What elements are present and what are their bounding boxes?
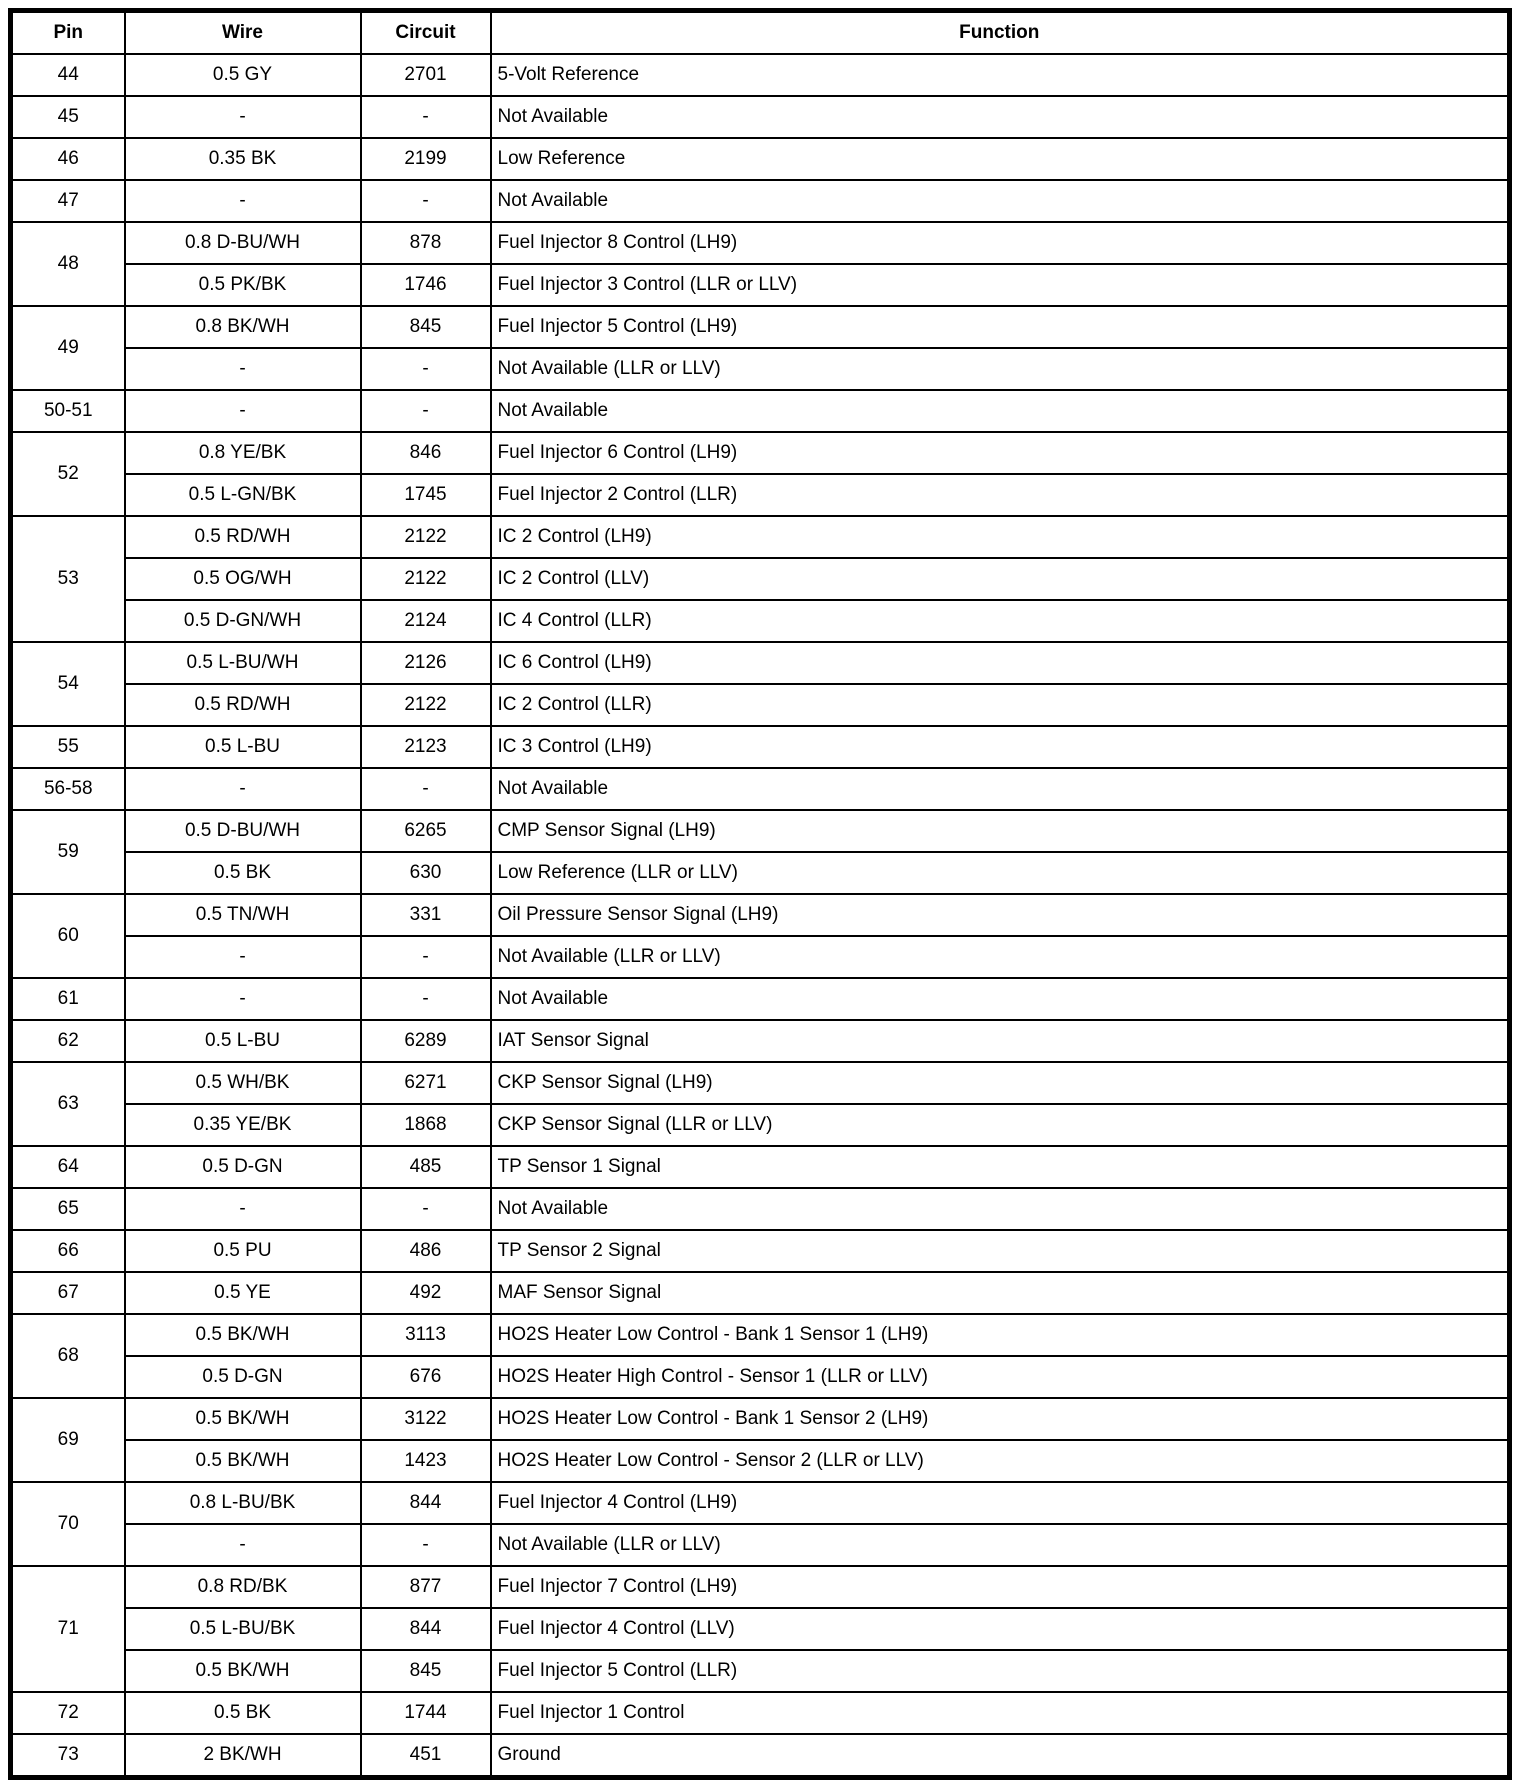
table-row xyxy=(11,1272,1510,1314)
wire-cell: 0.5 D-GN/WH xyxy=(125,600,361,642)
wire-cell: 0.5 BK/WH xyxy=(125,1314,361,1356)
wire-cell: 0.5 GY xyxy=(125,54,361,96)
table-row xyxy=(11,180,1510,222)
pin-cell: 63 xyxy=(11,1062,125,1146)
pin-cell: 44 xyxy=(11,54,125,96)
function-cell: Fuel Injector 5 Control (LH9) xyxy=(491,306,1510,348)
function-cell: HO2S Heater Low Control - Bank 1 Sensor 2 (LH9) xyxy=(491,1398,1510,1440)
function-cell: Fuel Injector 4 Control (LH9) xyxy=(491,1482,1510,1524)
pin-cell: 71 xyxy=(11,1566,125,1692)
function-cell: IC 3 Control (LH9) xyxy=(491,726,1510,768)
table-row xyxy=(11,1146,1510,1188)
pin-cell: 52 xyxy=(11,432,125,516)
circuit-cell: 2122 xyxy=(361,516,491,558)
circuit-cell: 878 xyxy=(361,222,491,264)
circuit-cell: 1868 xyxy=(361,1104,491,1146)
circuit-cell: 331 xyxy=(361,894,491,936)
function-cell: Ground xyxy=(491,1734,1510,1778)
circuit-cell: 6289 xyxy=(361,1020,491,1062)
wire-cell: 0.5 BK/WH xyxy=(125,1440,361,1482)
table-row xyxy=(11,852,1510,894)
function-cell: Not Available (LLR or LLV) xyxy=(491,348,1510,390)
pin-cell: 61 xyxy=(11,978,125,1020)
circuit-cell: - xyxy=(361,978,491,1020)
circuit-cell: 2701 xyxy=(361,54,491,96)
table-row xyxy=(11,810,1510,852)
table-row xyxy=(11,978,1510,1020)
column-header-function: Function xyxy=(491,11,1510,55)
table-header xyxy=(11,11,1510,55)
table-row xyxy=(11,1524,1510,1566)
circuit-cell: 630 xyxy=(361,852,491,894)
table-row xyxy=(11,1062,1510,1104)
table-row xyxy=(11,1188,1510,1230)
wire-cell: 0.5 OG/WH xyxy=(125,558,361,600)
table-row xyxy=(11,1566,1510,1608)
wire-cell: 0.5 PK/BK xyxy=(125,264,361,306)
table-row xyxy=(11,348,1510,390)
wire-cell: 0.8 D-BU/WH xyxy=(125,222,361,264)
wire-cell: 0.5 BK/WH xyxy=(125,1650,361,1692)
column-header-wire: Wire xyxy=(125,11,361,55)
wire-cell: 0.5 BK/WH xyxy=(125,1398,361,1440)
function-cell: Not Available xyxy=(491,768,1510,810)
function-cell: Fuel Injector 6 Control (LH9) xyxy=(491,432,1510,474)
circuit-cell: - xyxy=(361,390,491,432)
table-row xyxy=(11,894,1510,936)
circuit-cell: 1423 xyxy=(361,1440,491,1482)
circuit-cell: 486 xyxy=(361,1230,491,1272)
circuit-cell: 844 xyxy=(361,1482,491,1524)
wire-cell: 0.5 L-GN/BK xyxy=(125,474,361,516)
table-row xyxy=(11,642,1510,684)
table-row xyxy=(11,1734,1510,1778)
function-cell: Oil Pressure Sensor Signal (LH9) xyxy=(491,894,1510,936)
wire-cell: 0.5 YE xyxy=(125,1272,361,1314)
pin-cell: 70 xyxy=(11,1482,125,1566)
function-cell: CMP Sensor Signal (LH9) xyxy=(491,810,1510,852)
pin-cell: 66 xyxy=(11,1230,125,1272)
circuit-cell: - xyxy=(361,936,491,978)
pin-cell: 64 xyxy=(11,1146,125,1188)
pin-cell: 54 xyxy=(11,642,125,726)
header-row xyxy=(11,11,1510,55)
wire-cell: 0.5 D-BU/WH xyxy=(125,810,361,852)
pin-cell: 47 xyxy=(11,180,125,222)
circuit-cell: 485 xyxy=(361,1146,491,1188)
pin-cell: 65 xyxy=(11,1188,125,1230)
circuit-cell: 2122 xyxy=(361,558,491,600)
pin-cell: 53 xyxy=(11,516,125,642)
table-row xyxy=(11,1692,1510,1734)
circuit-cell: 451 xyxy=(361,1734,491,1778)
pin-cell: 60 xyxy=(11,894,125,978)
function-cell: Fuel Injector 2 Control (LLR) xyxy=(491,474,1510,516)
circuit-cell: 3122 xyxy=(361,1398,491,1440)
circuit-cell: 846 xyxy=(361,432,491,474)
table-row xyxy=(11,1020,1510,1062)
pin-cell: 45 xyxy=(11,96,125,138)
pin-cell: 49 xyxy=(11,306,125,390)
circuit-cell: 2122 xyxy=(361,684,491,726)
pin-cell: 73 xyxy=(11,1734,125,1778)
function-cell: Not Available (LLR or LLV) xyxy=(491,936,1510,978)
table-row xyxy=(11,1440,1510,1482)
function-cell: Not Available xyxy=(491,390,1510,432)
circuit-cell: 676 xyxy=(361,1356,491,1398)
wire-cell: 0.5 L-BU/BK xyxy=(125,1608,361,1650)
circuit-cell: 845 xyxy=(361,1650,491,1692)
function-cell: HO2S Heater Low Control - Bank 1 Sensor 1 (LH9) xyxy=(491,1314,1510,1356)
function-cell: Low Reference (LLR or LLV) xyxy=(491,852,1510,894)
wire-cell: - xyxy=(125,978,361,1020)
table-row xyxy=(11,96,1510,138)
function-cell: Not Available xyxy=(491,1188,1510,1230)
wire-cell: 0.5 L-BU xyxy=(125,726,361,768)
function-cell: Fuel Injector 8 Control (LH9) xyxy=(491,222,1510,264)
table-row xyxy=(11,54,1510,96)
circuit-cell: - xyxy=(361,348,491,390)
function-cell: Not Available (LLR or LLV) xyxy=(491,1524,1510,1566)
connector-pinout-table xyxy=(8,8,1512,1780)
function-cell: CKP Sensor Signal (LLR or LLV) xyxy=(491,1104,1510,1146)
circuit-cell: 2124 xyxy=(361,600,491,642)
function-cell: Fuel Injector 3 Control (LLR or LLV) xyxy=(491,264,1510,306)
wire-cell: 0.5 D-GN xyxy=(125,1146,361,1188)
wire-cell: 0.8 RD/BK xyxy=(125,1566,361,1608)
circuit-cell: 877 xyxy=(361,1566,491,1608)
function-cell: Not Available xyxy=(491,180,1510,222)
circuit-cell: 845 xyxy=(361,306,491,348)
function-cell: IC 2 Control (LH9) xyxy=(491,516,1510,558)
circuit-cell: 1744 xyxy=(361,1692,491,1734)
pin-cell: 69 xyxy=(11,1398,125,1482)
table-row xyxy=(11,516,1510,558)
wire-cell: - xyxy=(125,936,361,978)
circuit-cell: 844 xyxy=(361,1608,491,1650)
table-row xyxy=(11,936,1510,978)
function-cell: TP Sensor 2 Signal xyxy=(491,1230,1510,1272)
wire-cell: - xyxy=(125,180,361,222)
table-row xyxy=(11,1356,1510,1398)
pin-cell: 68 xyxy=(11,1314,125,1398)
wire-cell: - xyxy=(125,390,361,432)
pin-cell: 48 xyxy=(11,222,125,306)
wire-cell: 0.5 BK xyxy=(125,852,361,894)
function-cell: HO2S Heater Low Control - Sensor 2 (LLR or LLV) xyxy=(491,1440,1510,1482)
function-cell: IC 2 Control (LLV) xyxy=(491,558,1510,600)
table-row xyxy=(11,684,1510,726)
circuit-cell: - xyxy=(361,1524,491,1566)
table-row xyxy=(11,1398,1510,1440)
circuit-cell: 1746 xyxy=(361,264,491,306)
function-cell: IC 6 Control (LH9) xyxy=(491,642,1510,684)
function-cell: Fuel Injector 4 Control (LLV) xyxy=(491,1608,1510,1650)
table-row xyxy=(11,432,1510,474)
table-row xyxy=(11,1608,1510,1650)
function-cell: TP Sensor 1 Signal xyxy=(491,1146,1510,1188)
function-cell: Fuel Injector 7 Control (LH9) xyxy=(491,1566,1510,1608)
table-row xyxy=(11,222,1510,264)
table-row xyxy=(11,600,1510,642)
wire-cell: - xyxy=(125,348,361,390)
wire-cell: 0.5 L-BU/WH xyxy=(125,642,361,684)
function-cell: HO2S Heater High Control - Sensor 1 (LLR or LLV) xyxy=(491,1356,1510,1398)
pinout-table-body xyxy=(11,54,1510,1778)
pin-cell: 56-58 xyxy=(11,768,125,810)
circuit-cell: - xyxy=(361,1188,491,1230)
circuit-cell: 2123 xyxy=(361,726,491,768)
wire-cell: 0.5 PU xyxy=(125,1230,361,1272)
wire-cell: 0.5 RD/WH xyxy=(125,684,361,726)
table-row xyxy=(11,1482,1510,1524)
wire-cell: - xyxy=(125,96,361,138)
function-cell: CKP Sensor Signal (LH9) xyxy=(491,1062,1510,1104)
wire-cell: 0.5 TN/WH xyxy=(125,894,361,936)
circuit-cell: 3113 xyxy=(361,1314,491,1356)
circuit-cell: - xyxy=(361,768,491,810)
circuit-cell: 2126 xyxy=(361,642,491,684)
function-cell: IC 2 Control (LLR) xyxy=(491,684,1510,726)
function-cell: Fuel Injector 5 Control (LLR) xyxy=(491,1650,1510,1692)
pin-cell: 62 xyxy=(11,1020,125,1062)
table-row xyxy=(11,1650,1510,1692)
table-row xyxy=(11,264,1510,306)
function-cell: IC 4 Control (LLR) xyxy=(491,600,1510,642)
wire-cell: - xyxy=(125,1188,361,1230)
function-cell: MAF Sensor Signal xyxy=(491,1272,1510,1314)
wire-cell: 0.5 BK xyxy=(125,1692,361,1734)
pin-cell: 67 xyxy=(11,1272,125,1314)
pin-cell: 55 xyxy=(11,726,125,768)
table-row xyxy=(11,768,1510,810)
table-row xyxy=(11,1104,1510,1146)
table-row xyxy=(11,474,1510,516)
table-row xyxy=(11,138,1510,180)
table-row xyxy=(11,558,1510,600)
circuit-cell: - xyxy=(361,96,491,138)
wire-cell: 0.5 WH/BK xyxy=(125,1062,361,1104)
wire-cell: 0.5 D-GN xyxy=(125,1356,361,1398)
circuit-cell: 1745 xyxy=(361,474,491,516)
wire-cell: 0.5 RD/WH xyxy=(125,516,361,558)
wire-cell: - xyxy=(125,768,361,810)
wire-cell: 0.35 YE/BK xyxy=(125,1104,361,1146)
function-cell: Not Available xyxy=(491,96,1510,138)
wire-cell: 2 BK/WH xyxy=(125,1734,361,1778)
wire-cell: 0.8 BK/WH xyxy=(125,306,361,348)
circuit-cell: - xyxy=(361,180,491,222)
wire-cell: 0.35 BK xyxy=(125,138,361,180)
function-cell: 5-Volt Reference xyxy=(491,54,1510,96)
wire-cell: 0.8 L-BU/BK xyxy=(125,1482,361,1524)
circuit-cell: 6271 xyxy=(361,1062,491,1104)
wire-cell: - xyxy=(125,1524,361,1566)
table-row xyxy=(11,726,1510,768)
column-header-circuit: Circuit xyxy=(361,11,491,55)
wire-cell: 0.5 L-BU xyxy=(125,1020,361,1062)
table-row xyxy=(11,1314,1510,1356)
function-cell: IAT Sensor Signal xyxy=(491,1020,1510,1062)
circuit-cell: 492 xyxy=(361,1272,491,1314)
circuit-cell: 2199 xyxy=(361,138,491,180)
table-row xyxy=(11,390,1510,432)
table-row xyxy=(11,306,1510,348)
column-header-pin: Pin xyxy=(11,11,125,55)
function-cell: Fuel Injector 1 Control xyxy=(491,1692,1510,1734)
table-row xyxy=(11,1230,1510,1272)
pin-cell: 46 xyxy=(11,138,125,180)
circuit-cell: 6265 xyxy=(361,810,491,852)
pin-cell: 72 xyxy=(11,1692,125,1734)
pin-cell: 50-51 xyxy=(11,390,125,432)
function-cell: Not Available xyxy=(491,978,1510,1020)
function-cell: Low Reference xyxy=(491,138,1510,180)
pin-cell: 59 xyxy=(11,810,125,894)
wire-cell: 0.8 YE/BK xyxy=(125,432,361,474)
